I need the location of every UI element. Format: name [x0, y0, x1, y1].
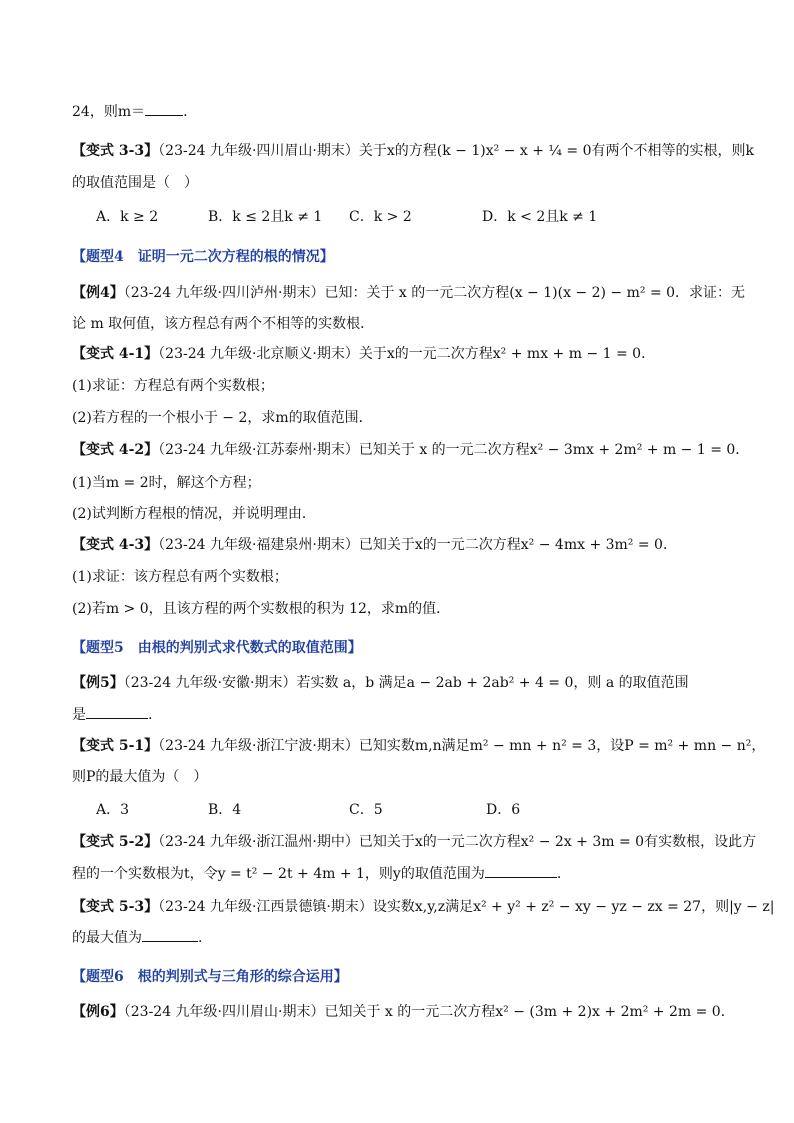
question-text: （23-24 九年级·四川眉山·期末）已知关于 x 的一元二次方程x² − (3m + 2)x + 2m² + 2m = 0．: [123, 1004, 735, 1020]
variant-5-3-cont: [72, 927, 734, 949]
question-text: （23-24 九年级·江苏泰州·期末）已知关于 x 的一元二次方程x² − 3mx + 2m² + m − 1 = 0．: [158, 442, 750, 458]
variant-4-2: [72, 439, 750, 461]
question-label: 【例4】: [72, 285, 124, 301]
question-label: 【变式 4-3】: [72, 537, 159, 553]
variant-4-3-part2: (2)若m > 0，且该方程的两个实数根的积为 12，求m的值．: [72, 601, 451, 617]
variant-3-3-cont: [72, 172, 734, 194]
option-d[interactable]: D．6: [486, 802, 521, 818]
question-label: 【变式 4-1】: [72, 346, 159, 362]
section-heading-4: 【题型4 证明一元二次方程的根的情况】: [72, 249, 334, 265]
variant-5-1-cont: 则P的最大值为（ ）: [72, 769, 208, 785]
section-heading-6: 【题型6 根的判别式与三角形的综合运用】: [72, 969, 348, 985]
variant-3-3: [72, 140, 754, 162]
question-label: 【变式 5-1】: [72, 738, 159, 754]
variant-5-3: [72, 896, 775, 918]
question-text: （23-24 九年级·浙江宁波·期末）已知实数m,n满足m² − mn + n² = 3，设P = m² + mn − n²，: [158, 738, 766, 754]
answer-blank[interactable]: [485, 863, 557, 878]
section-heading-5: 【题型5 由根的判别式求代数式的取值范围】: [72, 640, 362, 656]
question-label: 【变式 3-3】: [72, 143, 159, 159]
text: .: [198, 930, 203, 946]
example-4: [72, 282, 746, 304]
example-6: [72, 1001, 734, 1023]
line-answer-blank: [72, 101, 734, 123]
options-5-1: [96, 799, 716, 821]
text: .: [556, 866, 562, 882]
question-text: （23-24 九年级·浙江温州·期中）已知关于x的一元二次方程x² − 2x + 3m = 0有实数根，设此方: [158, 834, 757, 850]
question-label: 【变式 5-2】: [72, 834, 159, 850]
answer-blank[interactable]: [145, 101, 183, 116]
variant-5-2: [72, 831, 757, 853]
variant-4-1-part2: (2)若方程的一个根小于 − 2，求m的取值范围．: [72, 410, 373, 426]
question-text: （23-24 九年级·北京顺义·期末）关于x的一元二次方程x² + mx + m − 1 = 0．: [158, 346, 656, 362]
text: .: [148, 707, 153, 723]
option-c[interactable]: C．k > 2: [349, 209, 412, 225]
option-c[interactable]: C．5: [349, 802, 383, 818]
example-5: [72, 672, 734, 694]
example-5-cont: [72, 704, 734, 726]
question-text: （23-24 九年级·四川泸州·期末）已知：关于 x 的一元二次方程(x − 1)(x − 2) − m² = 0．求证：无: [123, 285, 746, 301]
question-label: 【例5】: [72, 675, 124, 691]
variant-4-1-part1: (1)求证：方程总有两个实数根；: [72, 378, 274, 394]
variant-4-2-part1: (1)当m = 2时，解这个方程；: [72, 475, 261, 491]
text: .: [183, 104, 188, 120]
options-3-3: [96, 206, 716, 228]
variant-5-2-cont: [72, 863, 734, 885]
variant-4-2-part2: (2)试判断方程根的情况，并说明理由．: [72, 506, 316, 522]
answer-blank[interactable]: [86, 704, 148, 719]
question-text: 的取值范围是（ ）: [72, 175, 198, 191]
answer-blank[interactable]: [142, 927, 198, 942]
variant-4-3: [72, 534, 734, 556]
option-b[interactable]: B．k ≤ 2且k ≠ 1: [208, 209, 323, 225]
question-text: （23-24 九年级·福建泉州·期末）已知关于x的一元二次方程x² − 4mx + 3m² = 0．: [158, 537, 677, 553]
question-text: （23-24 九年级·安徽·期末）若实数 a，b 满足a − 2ab + 2ab² + 4 = 0，则 a 的取值范围: [123, 675, 689, 691]
question-label: 【例6】: [72, 1004, 124, 1020]
text: 24，则m＝: [72, 104, 146, 120]
question-text: 论 m 取何值，该方程总有两个不相等的实数根．: [72, 316, 375, 332]
question-text: 程的一个实数根为t，令y = t² − 2t + 4m + 1，则y的取值范围为: [72, 866, 485, 882]
question-label: 【变式 4-2】: [72, 442, 159, 458]
question-text: （23-24 九年级·四川眉山·期末）关于x的方程(k − 1)x² − x + ¼ = 0有两个不相等的实根，则k: [158, 143, 754, 159]
question-text: 的最大值为: [72, 930, 142, 946]
question-text: （23-24 九年级·江西景德镇·期末）设实数x,y,z满足x² + y² + z² − xy − yz − zx = 27，则|y − z|: [158, 899, 775, 915]
variant-4-1: [72, 343, 734, 365]
example-4-cont: [72, 313, 734, 335]
option-b[interactable]: B．4: [208, 802, 242, 818]
question-text: 是: [72, 707, 86, 723]
option-a[interactable]: A．3: [96, 802, 130, 818]
question-label: 【变式 5-3】: [72, 899, 159, 915]
variant-5-1: [72, 735, 766, 757]
variant-4-3-part1: (1)求证：该方程总有两个实数根；: [72, 569, 288, 585]
option-d[interactable]: D．k < 2且k ≠ 1: [482, 209, 598, 225]
option-a[interactable]: A．k ≥ 2: [96, 209, 159, 225]
